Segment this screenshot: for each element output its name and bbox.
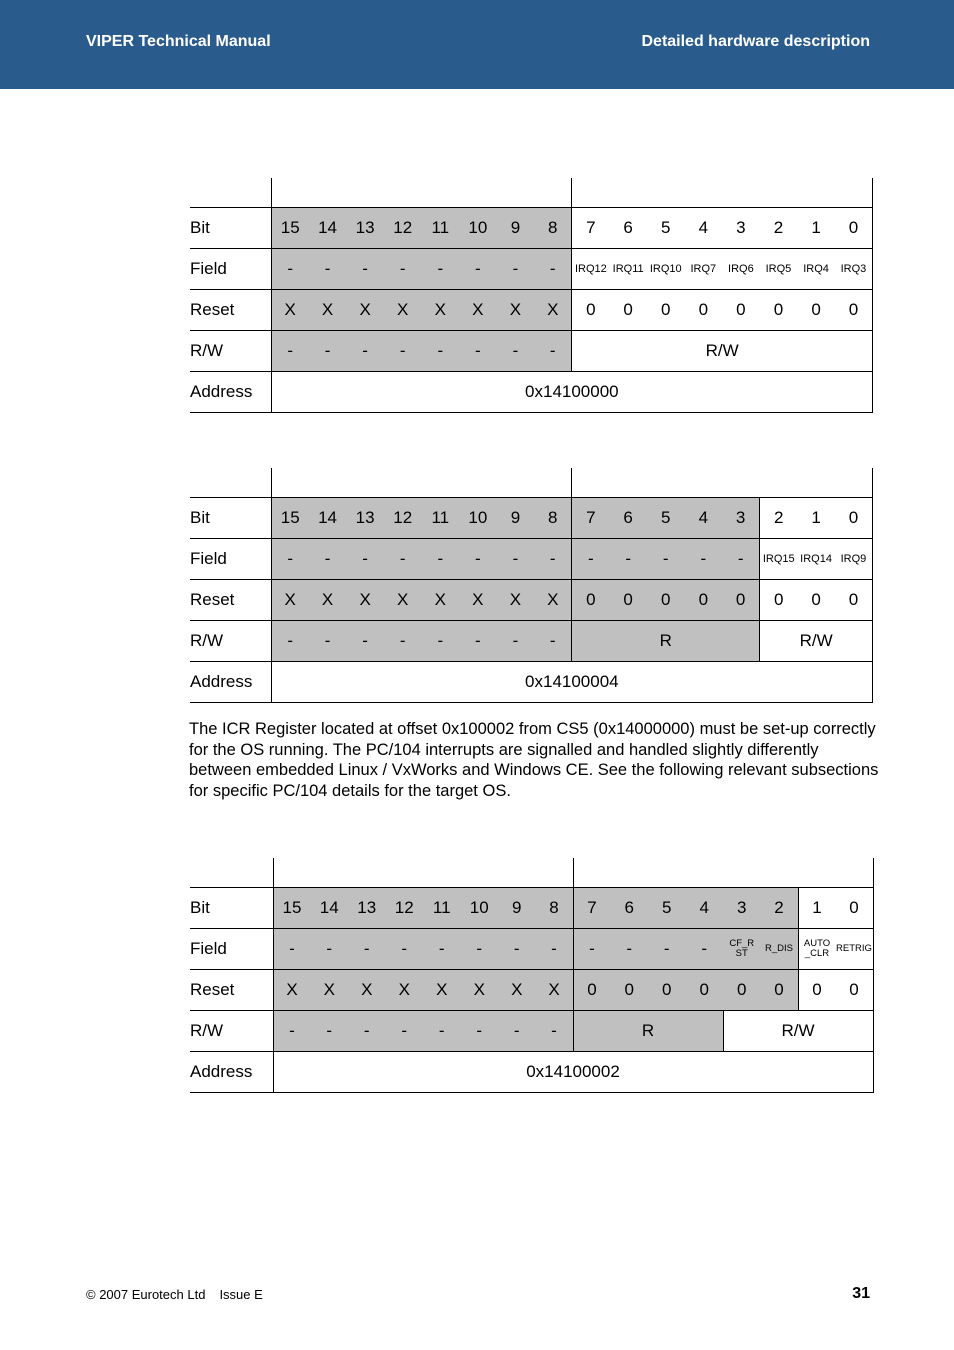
- rw-row: [190, 621, 873, 662]
- bit-cell: 13: [346, 498, 384, 539]
- rw-row: [190, 331, 873, 372]
- bit-cell: 7: [572, 498, 610, 539]
- rw-cell: -: [534, 621, 572, 662]
- field-cell: -: [685, 539, 723, 580]
- reset-cell: X: [534, 580, 572, 621]
- field-cell: RETRIG: [836, 929, 874, 970]
- field-cell: IRQ10: [647, 249, 685, 290]
- bit-cell: 11: [421, 208, 459, 249]
- field-cell: -: [459, 539, 497, 580]
- row-label: Reset: [190, 970, 273, 1011]
- field-cell: IRQ15: [760, 539, 798, 580]
- bit-cell: 9: [497, 498, 535, 539]
- reset-cell: X: [421, 290, 459, 331]
- address-value: 0x14100002: [273, 1052, 873, 1093]
- bit-cell: 12: [384, 498, 422, 539]
- bit-cell: 8: [534, 208, 572, 249]
- reset-cell: X: [536, 970, 574, 1011]
- field-cell: -: [384, 539, 422, 580]
- rw-cell: R/W: [760, 621, 873, 662]
- reset-cell: 0: [609, 580, 647, 621]
- bit-row: [190, 888, 873, 929]
- field-cell: IRQ11: [609, 249, 647, 290]
- rw-row: [190, 1011, 873, 1052]
- rw-cell: -: [536, 1011, 574, 1052]
- reset-cell: X: [346, 580, 384, 621]
- reset-cell: X: [497, 580, 535, 621]
- rw-cell: -: [348, 1011, 386, 1052]
- field-cell: -: [348, 929, 386, 970]
- reset-cell: X: [309, 580, 347, 621]
- field-cell: -: [647, 539, 685, 580]
- bit-cell: 0: [835, 498, 873, 539]
- rw-cell: R/W: [723, 1011, 873, 1052]
- field-cell: -: [611, 929, 649, 970]
- field-cell: -: [534, 539, 572, 580]
- bit-cell: 6: [611, 888, 649, 929]
- field-cell: IRQ9: [835, 539, 873, 580]
- rw-cell: -: [534, 331, 572, 372]
- register-table-2: [190, 468, 873, 703]
- reset-cell: 0: [835, 580, 873, 621]
- bit-cell: 0: [836, 888, 874, 929]
- rw-cell: -: [459, 621, 497, 662]
- field-cell: -: [309, 539, 347, 580]
- field-cell: IRQ12: [572, 249, 610, 290]
- field-cell: -: [421, 249, 459, 290]
- rw-cell: -: [421, 621, 459, 662]
- field-row: [190, 249, 873, 290]
- reset-cell: 0: [573, 970, 611, 1011]
- bit-cell: 12: [386, 888, 424, 929]
- reset-cell: X: [271, 290, 309, 331]
- row-label: Bit: [190, 888, 273, 929]
- field-cell: -: [686, 929, 724, 970]
- row-label: Bit: [190, 208, 271, 249]
- reset-cell: 0: [760, 580, 798, 621]
- reset-cell: X: [497, 290, 535, 331]
- field-cell: -: [273, 929, 311, 970]
- bit-cell: 7: [573, 888, 611, 929]
- register-table-1: [190, 178, 873, 413]
- bit-cell: 2: [761, 888, 799, 929]
- reset-cell: 0: [685, 290, 723, 331]
- reset-cell: X: [386, 970, 424, 1011]
- rw-cell: -: [384, 331, 422, 372]
- bit-cell: 5: [647, 498, 685, 539]
- field-cell: -: [459, 249, 497, 290]
- row-label: R/W: [190, 621, 271, 662]
- reset-cell: 0: [722, 290, 760, 331]
- row-label: Bit: [190, 498, 271, 539]
- bit-row: [190, 498, 873, 539]
- row-label: Address: [190, 662, 271, 703]
- field-cell: IRQ4: [797, 249, 835, 290]
- bit-cell: 2: [760, 498, 798, 539]
- reset-cell: 0: [761, 970, 799, 1011]
- field-cell: -: [271, 249, 309, 290]
- field-cell: -: [648, 929, 686, 970]
- rw-cell: -: [346, 331, 384, 372]
- rw-cell: -: [461, 1011, 499, 1052]
- rw-cell: -: [386, 1011, 424, 1052]
- bit-cell: 14: [311, 888, 349, 929]
- field-cell: -: [534, 249, 572, 290]
- reset-cell: 0: [648, 970, 686, 1011]
- reset-cell: 0: [686, 970, 724, 1011]
- reset-cell: X: [534, 290, 572, 331]
- field-cell: IRQ6: [722, 249, 760, 290]
- field-cell: -: [536, 929, 574, 970]
- field-cell: -: [309, 249, 347, 290]
- bit-cell: 4: [685, 498, 723, 539]
- row-label: Address: [190, 372, 271, 413]
- field-name-auto-clr: AUTO_CLR: [803, 938, 831, 959]
- body-paragraph: The ICR Register located at offset 0x100002 from CS5 (0x14000000) must be set-up correctly for the OS running. The PC/104 interrupts are signalled and handled slightly differently between embedded Linux / VxWorks and Windows CE. See the following relevant subsections for specific PC/104 details for the target OS.: [189, 720, 879, 800]
- copyright: © 2007 Eurotech Ltd: [86, 1287, 206, 1302]
- bit-cell: 3: [722, 208, 760, 249]
- reset-cell: 0: [797, 290, 835, 331]
- reset-cell: 0: [685, 580, 723, 621]
- reset-row: [190, 970, 873, 1011]
- bit-cell: 14: [309, 208, 347, 249]
- bit-cell: 5: [647, 208, 685, 249]
- rw-cell: R/W: [572, 331, 873, 372]
- bit-cell: 4: [686, 888, 724, 929]
- bit-cell: 8: [536, 888, 574, 929]
- field-cell: -: [271, 539, 309, 580]
- address-row: [190, 372, 873, 413]
- reset-cell: X: [459, 580, 497, 621]
- rw-cell: -: [497, 331, 535, 372]
- bit-cell: 1: [798, 888, 836, 929]
- field-cell: -: [722, 539, 760, 580]
- field-cell: -: [346, 249, 384, 290]
- field-cell: [723, 929, 761, 970]
- rw-cell: -: [309, 621, 347, 662]
- field-cell: -: [609, 539, 647, 580]
- field-cell: -: [346, 539, 384, 580]
- field-cell: IRQ14: [797, 539, 835, 580]
- reset-row: [190, 580, 873, 621]
- bit-cell: 0: [835, 208, 873, 249]
- reset-cell: X: [423, 970, 461, 1011]
- reset-cell: X: [421, 580, 459, 621]
- reset-cell: 0: [611, 970, 649, 1011]
- bit-cell: 10: [461, 888, 499, 929]
- rw-cell: -: [273, 1011, 311, 1052]
- bit-cell: 9: [497, 208, 535, 249]
- field-cell: -: [311, 929, 349, 970]
- register-table-3: [190, 858, 873, 1093]
- row-label: Field: [190, 929, 273, 970]
- rw-cell: -: [498, 1011, 536, 1052]
- bit-cell: 15: [273, 888, 311, 929]
- field-cell: IRQ3: [835, 249, 873, 290]
- reset-cell: X: [346, 290, 384, 331]
- reset-cell: X: [461, 970, 499, 1011]
- field-cell: -: [498, 929, 536, 970]
- field-cell: IRQ5: [760, 249, 798, 290]
- reset-cell: X: [384, 580, 422, 621]
- bit-cell: 8: [534, 498, 572, 539]
- bit-cell: 6: [609, 498, 647, 539]
- rw-cell: -: [271, 621, 309, 662]
- row-label: Field: [190, 249, 271, 290]
- reset-cell: X: [348, 970, 386, 1011]
- address-row: [190, 1052, 873, 1093]
- bit-cell: 10: [459, 498, 497, 539]
- rw-cell: -: [497, 621, 535, 662]
- reset-cell: X: [459, 290, 497, 331]
- bit-cell: 10: [459, 208, 497, 249]
- reset-cell: X: [273, 970, 311, 1011]
- reset-cell: 0: [835, 290, 873, 331]
- reset-cell: 0: [647, 290, 685, 331]
- field-cell: -: [384, 249, 422, 290]
- reset-cell: 0: [722, 580, 760, 621]
- reset-cell: 0: [760, 290, 798, 331]
- bit-row: [190, 208, 873, 249]
- field-row: [190, 539, 873, 580]
- manual-title: VIPER Technical Manual: [86, 33, 271, 50]
- section-title: Detailed hardware description: [641, 33, 870, 50]
- bit-cell: 11: [421, 498, 459, 539]
- bit-cell: 3: [722, 498, 760, 539]
- page-footer: [86, 1287, 263, 1302]
- field-cell: -: [497, 539, 535, 580]
- bit-cell: 3: [723, 888, 761, 929]
- field-cell: -: [421, 539, 459, 580]
- bit-cell: 1: [797, 498, 835, 539]
- row-label: R/W: [190, 1011, 273, 1052]
- rw-cell: R: [573, 1011, 723, 1052]
- bit-cell: 5: [648, 888, 686, 929]
- reset-cell: X: [309, 290, 347, 331]
- bit-cell: 15: [271, 498, 309, 539]
- row-label: Reset: [190, 580, 271, 621]
- field-cell: -: [497, 249, 535, 290]
- reset-row: [190, 290, 873, 331]
- field-row: [190, 929, 873, 970]
- reset-cell: 0: [572, 580, 610, 621]
- row-label: R/W: [190, 331, 271, 372]
- bit-cell: 12: [384, 208, 422, 249]
- field-cell: [798, 929, 836, 970]
- bit-cell: 4: [685, 208, 723, 249]
- address-value: 0x14100004: [271, 662, 872, 703]
- bit-cell: 15: [271, 208, 309, 249]
- reset-cell: X: [498, 970, 536, 1011]
- reset-cell: X: [384, 290, 422, 331]
- rw-cell: -: [309, 331, 347, 372]
- rw-cell: -: [459, 331, 497, 372]
- rw-cell: -: [421, 331, 459, 372]
- rw-cell: -: [346, 621, 384, 662]
- bit-cell: 9: [498, 888, 536, 929]
- bit-cell: 13: [348, 888, 386, 929]
- field-cell: IRQ7: [685, 249, 723, 290]
- bit-cell: 7: [572, 208, 610, 249]
- row-label: Address: [190, 1052, 273, 1093]
- field-name-cf-rst: CF_RST: [729, 938, 755, 959]
- rw-cell: -: [271, 331, 309, 372]
- reset-cell: X: [311, 970, 349, 1011]
- rw-cell: -: [311, 1011, 349, 1052]
- rw-cell: -: [423, 1011, 461, 1052]
- field-cell: R_DIS: [761, 929, 799, 970]
- address-value: 0x14100000: [271, 372, 872, 413]
- issue-label: Issue E: [219, 1287, 263, 1302]
- page-header: [0, 0, 954, 89]
- reset-cell: 0: [572, 290, 610, 331]
- field-cell: -: [386, 929, 424, 970]
- bit-cell: 13: [346, 208, 384, 249]
- field-cell: -: [573, 929, 611, 970]
- reset-cell: 0: [836, 970, 874, 1011]
- bit-cell: 14: [309, 498, 347, 539]
- bit-cell: 1: [797, 208, 835, 249]
- address-row: [190, 662, 873, 703]
- reset-cell: 0: [647, 580, 685, 621]
- field-cell: -: [572, 539, 610, 580]
- field-cell: -: [461, 929, 499, 970]
- reset-cell: 0: [798, 970, 836, 1011]
- reset-cell: 0: [723, 970, 761, 1011]
- bit-cell: 2: [760, 208, 798, 249]
- bit-cell: 6: [609, 208, 647, 249]
- reset-cell: X: [271, 580, 309, 621]
- page-number: 31: [852, 1285, 870, 1302]
- row-label: Reset: [190, 290, 271, 331]
- bit-cell: 11: [423, 888, 461, 929]
- reset-cell: 0: [797, 580, 835, 621]
- reset-cell: 0: [609, 290, 647, 331]
- field-cell: -: [423, 929, 461, 970]
- row-label: Field: [190, 539, 271, 580]
- rw-cell: R: [572, 621, 760, 662]
- rw-cell: -: [384, 621, 422, 662]
